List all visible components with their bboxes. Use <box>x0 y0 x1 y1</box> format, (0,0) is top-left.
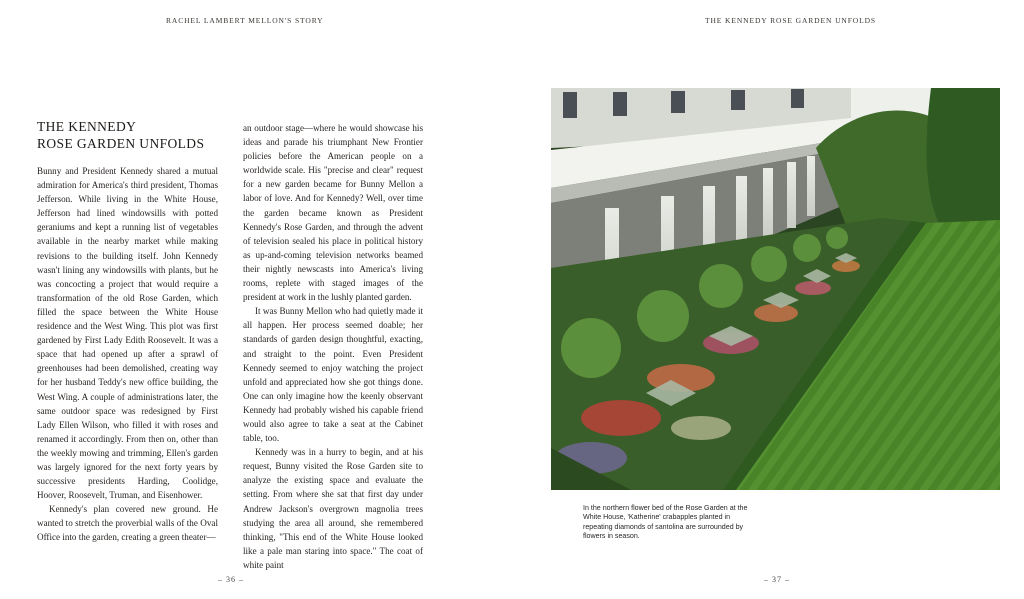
page-number-left: – 36 – <box>218 575 244 584</box>
paragraph: It was Bunny Mellon who had quietly made it all happen. Her process seemed doable; her standards of garden design thoughtful, exacting, and straight to the point. Even President Kennedy seemed to enjoy watching the project unfold and appreciated how she got things done. One can only imagine how the keenly observant Kennedy had probably wished his capable friend would also agree to take a seat at the Cabinet table, too. <box>243 306 423 444</box>
chapter-heading <box>37 118 237 152</box>
text-column-1 <box>37 164 218 545</box>
paragraph: an outdoor stage—where he would showcase his ideas and parade his triumphant New Frontier policies before the American people on a worldwide scale. His "precise and clear" request for a new garden became for Bunny Mellon a labor of love. And for Kennedy? Well, over time the garden became known as President Kennedy's Rose Garden, and through the advent of television sealed his place in political history as up-and-coming television networks beamed their nightly newscasts into America's living rooms, replete with staged images of the president at work in the lushly planted garden. <box>243 123 423 303</box>
paragraph: Kennedy was in a hurry to begin, and at his request, Bunny visited the Rose Garden site to analyze the existing space and evaluate the setting. From where she sat that first day under Andrew Jackson's overgrown magnolia trees studying the area all around, she remembered thinking, "This end of the White House looked like a pale man staring into space." The coat of white paint <box>243 447 423 570</box>
rose-garden-photo <box>551 88 1000 490</box>
running-head-right: THE KENNEDY ROSE GARDEN UNFOLDS <box>705 16 876 25</box>
tree-canopy-right <box>927 88 1000 238</box>
text-column-2 <box>243 121 423 572</box>
photo-caption: In the northern flower bed of the Rose Garden at the White House, 'Katherine' crabapples planted in repeating diamonds of santolina are surrounded by flowers in season. <box>583 504 748 541</box>
right-page <box>512 0 1024 599</box>
paragraph: Bunny and President Kennedy shared a mutual admiration for America's third president, Thomas Jefferson. While living in the White House, Jefferson had lined windowsills with potted geraniums and kept a running list of vegetables available in the nearby market while making revisions to the building itself. John Kennedy wasn't lining any windowsills with plants, but he was concocting a project that would require a transformation of the old Rose Garden, which filled the space between the White House residence and the West Wing. This plot was first gardened by First Lady Edith Roosevelt. It was a space that had opened up after a sprawl of greenhouses had been demolished, creating way for her husband Teddy's new office building, the West Wing. A couple of administrations later, the same outdoor space was redesigned by First Lady Ellen Wilson, who filled it with roses and renamed it accordingly. From then on, other than the weekly mowing and trimming, Ellen's garden was largely ignored for the next forty years by successive presidents Harding, Coolidge, Hoover, Roosevelt, Truman, and Eisenhower. <box>37 166 218 501</box>
heading-line-1: THE KENNEDY <box>37 119 137 134</box>
running-head-left: RACHEL LAMBERT MELLON'S STORY <box>166 16 324 25</box>
rose-garden-illustration <box>551 88 1000 490</box>
heading-line-2: ROSE GARDEN UNFOLDS <box>37 136 205 151</box>
page-number-right: – 37 – <box>764 575 790 584</box>
paragraph: Kennedy's plan covered new ground. He wanted to stretch the proverbial walls of the Oval Office into the garden, creating a green theater— <box>37 504 218 543</box>
